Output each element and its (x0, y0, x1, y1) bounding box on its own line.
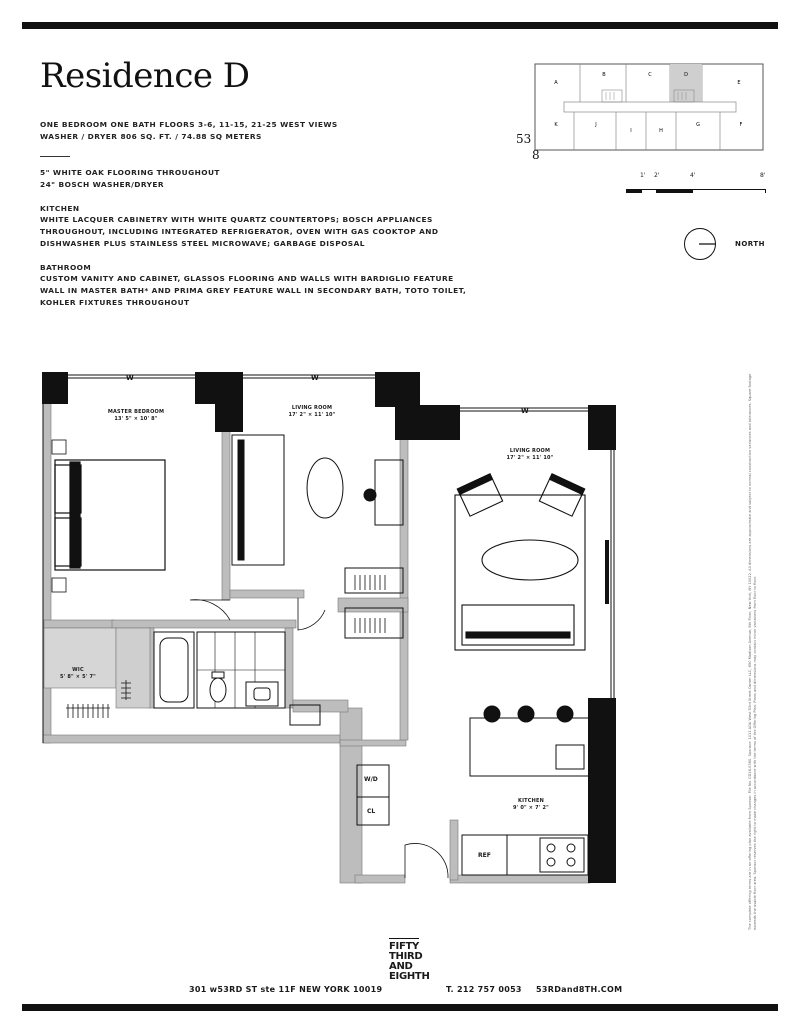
bed (52, 440, 165, 592)
closet-unit (232, 435, 403, 565)
footer-website[interactable]: 53RDand8TH.COM (536, 985, 623, 994)
kp-unit-d: D (684, 72, 688, 78)
street-53-label: 53 (516, 132, 532, 146)
street-8-label: 8 (532, 148, 540, 162)
flooring-line-2: 24" BOSCH WASHER/DRYER (40, 180, 165, 189)
kp-unit-i: I (630, 128, 632, 134)
kitchen-heading: KITCHEN (40, 204, 80, 213)
closet-label: CL (367, 808, 376, 815)
bathroom-line-3: KOHLER FIXTURES THROUGHOUT (40, 298, 190, 307)
window-label-1: W (126, 374, 134, 382)
footer-address: 301 w53RD ST ste 11F NEW YORK 10019 (189, 985, 383, 994)
bathroom-fixtures (154, 632, 285, 708)
kp-unit-j: J (595, 122, 597, 128)
scale-label-2: 2' (654, 172, 660, 179)
kitchen-line-3: DISHWASHER PLUS STAINLESS STEEL MICROWAVE; GARBAGE DISPOSAL (40, 239, 365, 248)
logo-line-1: FIFTY (389, 941, 419, 952)
logo-line-2: THIRD (389, 951, 423, 962)
kp-unit-h: H (659, 128, 663, 134)
kitchen-fixtures (357, 706, 590, 875)
refrigerator-label: REF (478, 852, 491, 859)
window-sill (605, 540, 609, 604)
flooring-line-1: 5" WHITE OAK FLOORING THROUGHOUT (40, 168, 220, 177)
kp-unit-e: E (737, 80, 741, 86)
wic-label (48, 667, 108, 681)
scale-label-4: 4' (690, 172, 696, 179)
wic-name: WIC (72, 667, 84, 673)
footer-phone: T. 212 757 0053 (446, 985, 522, 994)
master-bedroom-name: MASTER BEDROOM (107, 409, 165, 415)
scale-label-1: 1' (640, 172, 646, 179)
page-title: Residence D (40, 56, 250, 96)
kp-unit-c: C (648, 72, 652, 78)
bathroom-line-2: WALL IN MASTER BATH* AND PRIMA GREY FEATURE WALL IN SECONDARY BATH, TOTO TOILET, (40, 286, 467, 295)
kitchen-line-2: THROUGHOUT, INCLUDING INTEGRATED REFRIGERATOR, OVEN WITH GAS COOKTOP AND (40, 227, 439, 236)
kitchen-line-1: WHITE LACQUER CABINETRY WITH WHITE QUARTZ COUNTERTOPS; BOSCH APPLIANCES (40, 215, 433, 224)
spec-line-1: ONE BEDROOM ONE BATH FLOORS 3-6, 11-15, 21-25 WEST VIEWS (40, 120, 338, 129)
kp-unit-a: A (554, 80, 558, 86)
living-room-1-name: LIVING ROOM (291, 405, 333, 411)
north-label: NORTH (735, 240, 766, 248)
logo-line-3: AND (389, 961, 413, 972)
window-label-2: W (311, 374, 319, 382)
window-label-3: W (521, 407, 529, 415)
kitchen-label (496, 798, 566, 812)
kitchen-name: KITCHEN (518, 798, 544, 804)
spec-line-2: WASHER / DRYER 806 SQ. FT. / 74.88 SQ METERS (40, 132, 262, 141)
scale-label-8: 8' (760, 172, 766, 179)
logo-line-4: EIGHTH (389, 971, 430, 982)
washer-dryer-label: W/D (364, 776, 378, 783)
living-room-1-label (272, 405, 352, 419)
living-room-2-label (490, 448, 570, 462)
kp-unit-b: B (602, 72, 606, 78)
brand-logo (389, 938, 430, 982)
living-room-2-dims: 17' 2" × 11' 10" (506, 455, 554, 461)
bathroom-line-1: CUSTOM VANITY AND CABINET, GLASSOS FLOORING AND WALLS WITH BARDIGLIO FEATURE (40, 274, 454, 283)
logo-rule (389, 938, 419, 939)
master-bedroom-label (96, 409, 176, 423)
living-room-2-name: LIVING ROOM (509, 448, 551, 454)
kitchen-dims: 9' 0" × 7' 2" (513, 805, 549, 811)
legal-disclaimer: The complete offering terms are in an offering plan available from Sponsor. File No. CD16-0360. Sponsor: 1011 AOA West 53rd Street Owner LLC, 650 Madison Avenue, 8th Floor, New York, NY 10022. All dimensions are approximate and subject to normal construction variances and tolerances. Square footage exceeds the usable floor area. Sponsor reserves the right to make changes in accordance with the terms of the Offering Plan. Plans and dimensions may contain minor variations from floor to floor. (748, 373, 757, 930)
wic-dims: 5' 8" × 5' 7" (60, 674, 96, 680)
living-furniture (455, 474, 585, 650)
bathroom-heading: BATHROOM (40, 263, 92, 272)
kp-unit-f: F (739, 122, 743, 128)
living-room-1-dims: 17' 2" × 11' 10" (288, 412, 336, 418)
bottom-rule (22, 1004, 778, 1011)
master-bedroom-dims: 13' 5" × 10' 8" (114, 416, 158, 422)
kp-unit-g: G (696, 122, 700, 128)
kp-unit-k: K (554, 122, 558, 128)
